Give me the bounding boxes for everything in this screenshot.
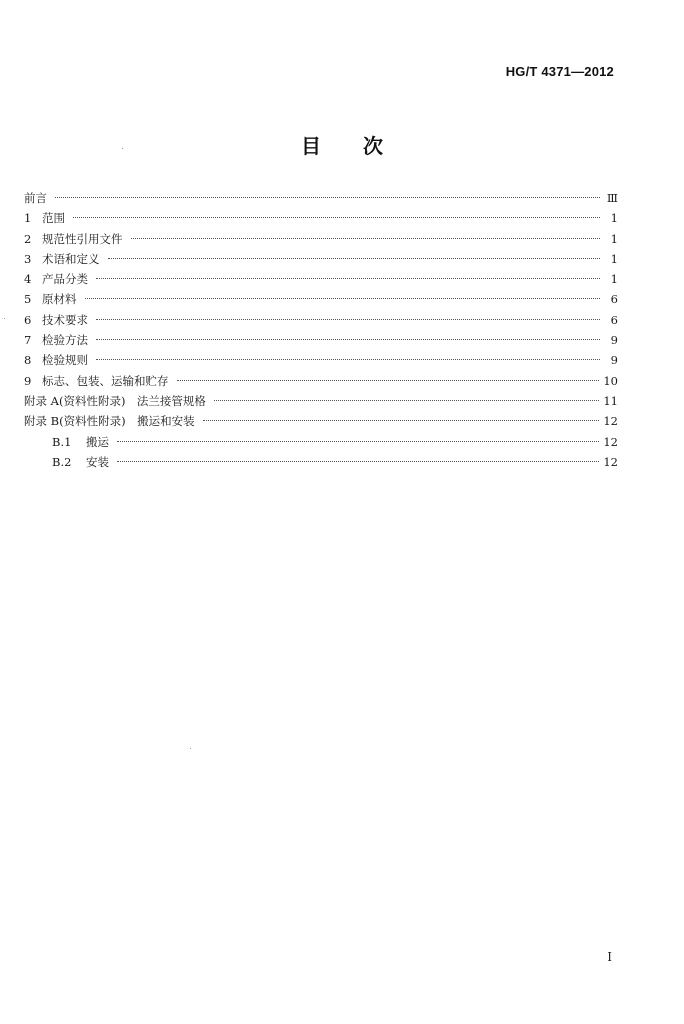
toc-dot-leader	[96, 359, 600, 360]
toc-title-char-2: 次	[363, 134, 383, 158]
toc-entry-number: B.1	[52, 434, 72, 449]
scan-speck	[122, 148, 123, 149]
toc-entry-title: 标志、包装、运输和贮存	[42, 373, 169, 388]
toc-dot-leader	[96, 319, 600, 320]
toc-entry-page: 6	[610, 292, 618, 307]
toc-dot-leader	[131, 238, 601, 239]
toc-entry-title: 检验方法	[42, 333, 88, 348]
toc-title	[0, 130, 684, 159]
toc-entry-number: 6	[24, 312, 32, 327]
toc-title-char-1: 目	[301, 134, 321, 158]
toc-entry-appendix-b[interactable]	[24, 411, 618, 431]
toc-dot-leader	[85, 298, 601, 299]
toc-entry-page: 10	[603, 373, 618, 388]
toc-entry-title: 原材料	[42, 292, 77, 307]
toc-dot-leader	[108, 258, 601, 259]
toc-entry-title: 范围	[42, 211, 65, 226]
toc-entry-title: 附录 A(资料性附录) 法兰接管规格	[24, 393, 206, 408]
toc-entry-number: 5	[24, 292, 32, 307]
toc-entry-number: 7	[24, 333, 32, 348]
toc-entry-7[interactable]	[24, 330, 618, 350]
toc-entry-number: 1	[24, 211, 32, 226]
toc-entry-page: 6	[610, 312, 618, 327]
toc-dot-leader	[117, 441, 599, 442]
toc-entry-title: 附录 B(资料性附录) 搬运和安装	[24, 414, 195, 429]
toc-entry-page: 12	[603, 454, 618, 469]
page-number: Ⅰ	[607, 950, 612, 964]
toc-entry-3[interactable]	[24, 249, 618, 269]
toc-entry-number: 3	[24, 251, 32, 266]
toc-entry-4[interactable]	[24, 269, 618, 289]
toc-entry-6[interactable]	[24, 310, 618, 330]
toc-entry-page: Ⅲ	[606, 191, 618, 205]
toc-entry-page: 1	[610, 251, 618, 266]
toc-entry-5[interactable]	[24, 289, 618, 309]
toc-dot-leader	[117, 461, 599, 462]
toc-entry-1[interactable]	[24, 208, 618, 228]
standard-number: HG/T 4371—2012	[505, 64, 614, 79]
toc-entry-appendix-a[interactable]	[24, 391, 618, 411]
toc-entry-2[interactable]	[24, 229, 618, 249]
toc-entry-8[interactable]	[24, 350, 618, 370]
toc-entry-title: 技术要求	[42, 312, 88, 327]
toc-dot-leader	[203, 420, 600, 421]
toc-entry-page: 12	[603, 414, 618, 429]
scan-speck	[4, 318, 5, 319]
toc-dot-leader	[177, 380, 600, 381]
toc-entry-title: 安装	[86, 454, 109, 469]
toc-entry-number: B.2	[52, 454, 72, 469]
toc-entry-b1[interactable]	[24, 432, 618, 452]
toc-entry-number: 8	[24, 353, 32, 368]
toc-entry-page: 9	[610, 333, 618, 348]
toc-entry-page: 1	[610, 211, 618, 226]
toc-entry-b2[interactable]	[24, 452, 618, 472]
scan-speck	[190, 748, 191, 749]
toc-entry-number: 4	[24, 272, 32, 287]
toc-entry-page: 1	[610, 231, 618, 246]
toc-entry-title: 术语和定义	[42, 251, 100, 266]
toc-entry-page: 1	[610, 272, 618, 287]
toc-entry-preface[interactable]	[24, 188, 618, 208]
toc-dot-leader	[96, 278, 600, 279]
toc-entry-page: 12	[603, 434, 618, 449]
toc-dot-leader	[73, 217, 600, 218]
toc-entry-9[interactable]	[24, 371, 618, 391]
toc-entry-title: 规范性引用文件	[42, 231, 123, 246]
toc-entry-number: 2	[24, 231, 32, 246]
toc-entry-title: 检验规则	[42, 353, 88, 368]
toc-entry-page: 9	[610, 353, 618, 368]
toc-dot-leader	[96, 339, 600, 340]
toc-entry-title: 搬运	[86, 434, 109, 449]
toc-entry-title: 产品分类	[42, 272, 88, 287]
toc-entry-title: 前言	[24, 191, 47, 205]
toc-entry-page: 11	[603, 393, 618, 408]
toc-entry-number: 9	[24, 373, 32, 388]
table-of-contents	[24, 188, 618, 472]
toc-dot-leader	[214, 400, 599, 401]
toc-dot-leader	[55, 197, 600, 198]
